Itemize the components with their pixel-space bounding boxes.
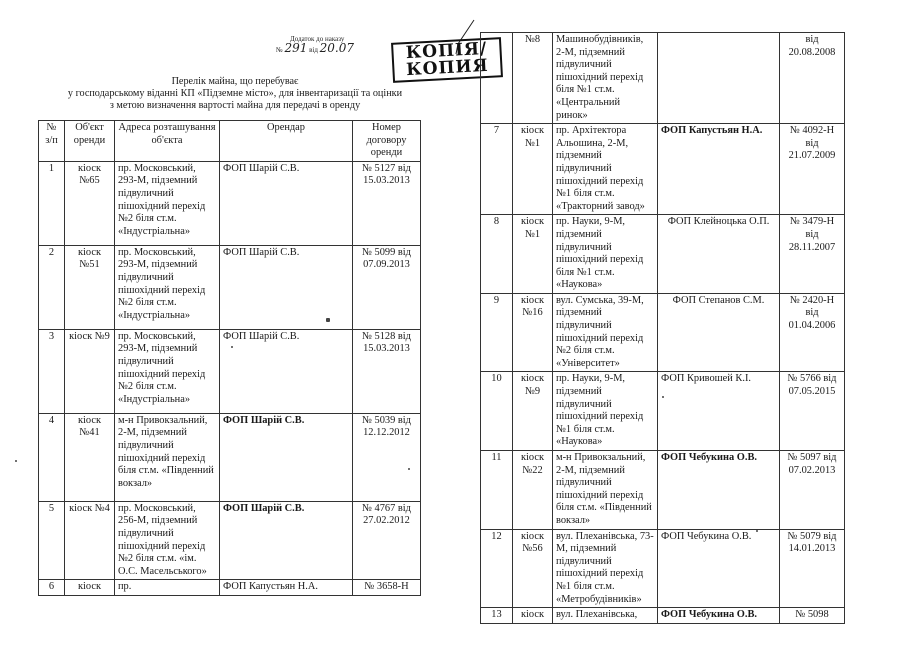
row-address: пр. Архітектора Альошина, 2-М, підземний підвуличний пішохідний перехід №1 біля ст.м. «Тракторний завод»: [553, 124, 658, 215]
row-num: 5: [39, 501, 65, 580]
row-tenant: ФОП Чебукина О.В.: [658, 451, 780, 530]
order-addendum-note: [276, 35, 406, 55]
row-contract: від 20.08.2008: [780, 33, 845, 124]
row-address: пр.: [115, 580, 220, 596]
property-table-right: [480, 32, 845, 624]
row-num: 4: [39, 413, 65, 501]
title-line-2: у господарському віданні КП «Підземне місто», для інвентаризації та оцінки: [67, 88, 403, 99]
addendum-number-line: [276, 41, 406, 55]
row-tenant: ФОП Чебукина О.В.: [658, 529, 780, 608]
scan-speck: [15, 460, 17, 462]
row-tenant: ФОП Клейноцька О.П.: [658, 215, 780, 294]
row-num: 12: [481, 529, 513, 608]
table-row: [481, 293, 845, 372]
table-row: [39, 329, 421, 413]
row-tenant: ФОП Степанов С.М.: [658, 293, 780, 372]
row-address: м-н Привокзальний, 2-М, підземний підвуличний пішохідний перехід біля ст.м. «Південний вокзал»: [553, 451, 658, 530]
row-num: 2: [39, 245, 65, 329]
row-tenant: ФОП Капустьян Н.А.: [220, 580, 353, 596]
row-object: кіоск №4: [65, 501, 115, 580]
property-table-left: [38, 120, 421, 596]
table-row: [39, 413, 421, 501]
row-address: м-н Привокзальний, 2-М, підземний підвуличний пішохідний перехід біля ст.м. «Південний вокзал»: [115, 413, 220, 501]
row-contract: № 3658-Н: [353, 580, 421, 596]
row-object: кіоск №51: [65, 245, 115, 329]
row-object: кіоск №16: [513, 293, 553, 372]
row-address: пр. Науки, 9-М, підземний підвуличний пішохідний перехід біля №1 ст.м. «Наукова»: [553, 215, 658, 294]
table-row: [481, 372, 845, 451]
row-contract: № 3479-Н від 28.11.2007: [780, 215, 845, 294]
row-object: кіоск №22: [513, 451, 553, 530]
addendum-no-label: №: [276, 46, 283, 54]
row-object: кіоск: [65, 580, 115, 596]
table-row: [39, 580, 421, 596]
row-contract: № 5079 від 14.01.2013: [780, 529, 845, 608]
addendum-no-value: 291: [284, 41, 308, 55]
header-object: Об'єкт оренди: [65, 121, 115, 162]
row-contract: № 5766 від 07.05.2015: [780, 372, 845, 451]
row-contract: № 2420-Н від 01.04.2006: [780, 293, 845, 372]
row-tenant: [658, 33, 780, 124]
addendum-caption: Додаток до наказу: [290, 35, 345, 43]
stamp-line-1: КОПІЯ/: [405, 38, 488, 64]
row-object: №8: [513, 33, 553, 124]
row-contract: № 5127 від 15.03.2013: [353, 161, 421, 245]
row-num: 11: [481, 451, 513, 530]
row-tenant: ФОП Шарій С.В.: [220, 329, 353, 413]
row-contract: № 5099 від 07.09.2013: [353, 245, 421, 329]
row-address: вул. Плеханівська,: [553, 608, 658, 624]
table-row: [481, 529, 845, 608]
table-row: [39, 501, 421, 580]
row-num: 13: [481, 608, 513, 624]
title-line-3: з метою визначення вартості майна для передачі в оренду: [109, 100, 361, 111]
table-header-row: [39, 121, 421, 162]
row-contract: № 5098: [780, 608, 845, 624]
row-object: кіоск: [513, 608, 553, 624]
title-line-1: Перелік майна, що перебуває: [171, 76, 299, 87]
header-tenant: Орендар: [220, 121, 353, 162]
table-row: [481, 33, 845, 124]
row-num: 7: [481, 124, 513, 215]
row-object: кіоск №9: [513, 372, 553, 451]
scan-speck: [662, 396, 664, 398]
header-contract: Номер договору оренди: [353, 121, 421, 162]
header-num: № з/п: [39, 121, 65, 162]
table-row: [39, 245, 421, 329]
row-tenant: ФОП Шарій С.В.: [220, 161, 353, 245]
row-address: пр. Московський, 256-М, підземний підвуличний пішохідний перехід №2 біля ст.м. «ім. О.С. Масельського»: [115, 501, 220, 580]
row-num: 8: [481, 215, 513, 294]
row-object: кіоск №9: [65, 329, 115, 413]
scan-speck: [231, 346, 233, 348]
stamp-line-2: КОПИЯ: [405, 55, 490, 81]
row-contract: № 5039 від 12.12.2012: [353, 413, 421, 501]
scan-speck: [756, 530, 758, 532]
row-tenant: ФОП Капустьян Н.А.: [658, 124, 780, 215]
table-row: [481, 608, 845, 624]
row-address: пр. Науки, 9-М, підземний підвуличний пішохідний перехід №1 біля ст.м. «Наукова»: [553, 372, 658, 451]
table-row: [481, 124, 845, 215]
scan-speck: [408, 468, 410, 470]
row-address: вул. Плеханівська, 73-М, підземний підвуличний пішохідний перехід №1 біля ст.м. «Метробудівників»: [553, 529, 658, 608]
row-tenant: ФОП Шарій С.В.: [220, 245, 353, 329]
row-address: вул. Сумська, 39-М, підземний підвуличний пішохідний перехід №2 біля ст.м. «Університет»: [553, 293, 658, 372]
row-num: 3: [39, 329, 65, 413]
row-contract: № 4767 від 27.02.2012: [353, 501, 421, 580]
row-object: кіоск №1: [513, 215, 553, 294]
document-title: [50, 76, 420, 112]
row-num: 9: [481, 293, 513, 372]
row-tenant: ФОП Кривошей К.І.: [658, 372, 780, 451]
row-tenant: ФОП Чебукина О.В.: [658, 608, 780, 624]
row-object: кіоск №41: [65, 413, 115, 501]
table-row: [481, 451, 845, 530]
row-num: 6: [39, 580, 65, 596]
row-object: кіоск №56: [513, 529, 553, 608]
row-contract: № 5128 від 15.03.2013: [353, 329, 421, 413]
addendum-from-label: від: [309, 46, 318, 54]
row-object: кіоск №65: [65, 161, 115, 245]
row-object: кіоск №1: [513, 124, 553, 215]
row-address: Машинобудівників, 2-М, підземний підвуличний пішохідний перехід біля №1 ст.м. «Центральний ринок»: [553, 33, 658, 124]
row-tenant: ФОП Шарій С.В.: [220, 413, 353, 501]
row-num: [481, 33, 513, 124]
row-contract: № 5097 від 07.02.2013: [780, 451, 845, 530]
row-address: пр. Московський, 293-М, підземний підвуличний пішохідний перехід №2 біля ст.м. «Індустріальна»: [115, 245, 220, 329]
scan-speck: [326, 318, 330, 322]
table-row: [481, 215, 845, 294]
row-address: пр. Московський, 293-М, підземний підвуличний пішохідний перехід №2 біля ст.м. «Індустріальна»: [115, 329, 220, 413]
row-contract: № 4092-Н від 21.07.2009: [780, 124, 845, 215]
row-num: 1: [39, 161, 65, 245]
addendum-date-value: 20.07: [319, 41, 355, 55]
row-address: пр. Московський, 293-М, підземний підвуличний пішохідний перехід №2 біля ст.м. «Індустріальна»: [115, 161, 220, 245]
row-num: 10: [481, 372, 513, 451]
table-row: [39, 161, 421, 245]
row-tenant: ФОП Шарій С.В.: [220, 501, 353, 580]
header-address: Адреса розташування об'єкта: [115, 121, 220, 162]
